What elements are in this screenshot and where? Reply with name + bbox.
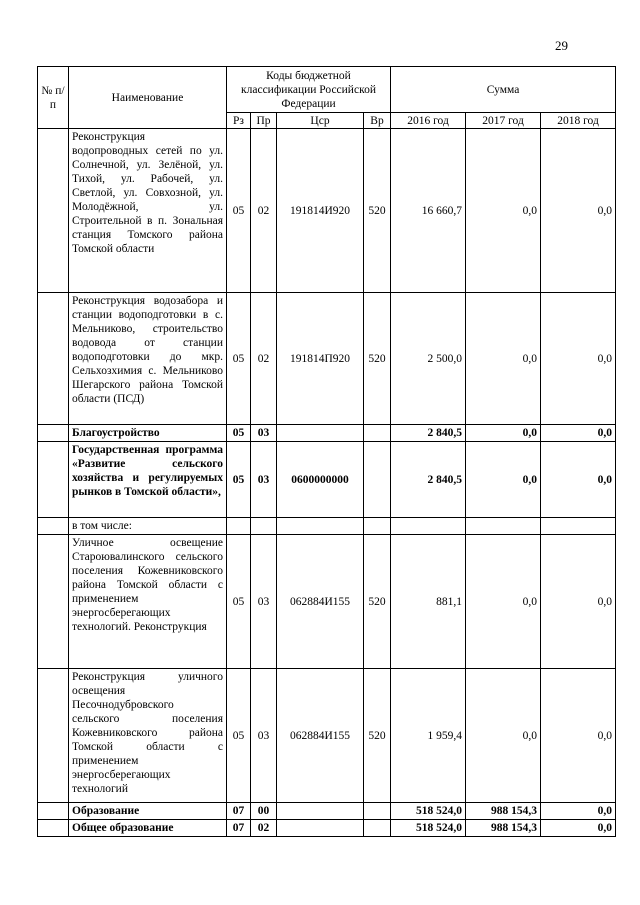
cell-2016: 2 500,0 xyxy=(391,293,466,425)
cell-2016 xyxy=(391,518,466,535)
cell-num xyxy=(38,803,69,820)
cell-pr: 00 xyxy=(251,803,277,820)
table-row xyxy=(38,129,616,293)
cell-pr: 02 xyxy=(251,820,277,837)
cell-num xyxy=(38,669,69,803)
cell-name: Образование xyxy=(69,803,227,820)
cell-name: Благоустройство xyxy=(69,425,227,442)
cell-rz: 05 xyxy=(227,293,251,425)
table-row xyxy=(38,293,616,425)
cell-csr: 062884И155 xyxy=(277,669,364,803)
cell-vr: 520 xyxy=(364,129,391,293)
cell-rz: 05 xyxy=(227,535,251,669)
cell-csr xyxy=(277,425,364,442)
cell-2017 xyxy=(466,518,541,535)
cell-2018: 0,0 xyxy=(541,129,616,293)
cell-vr: 520 xyxy=(364,535,391,669)
cell-2018: 0,0 xyxy=(541,442,616,518)
cell-pr xyxy=(251,518,277,535)
cell-csr xyxy=(277,820,364,837)
cell-name: в том числе: xyxy=(69,518,227,535)
cell-rz: 05 xyxy=(227,442,251,518)
cell-2017: 988 154,3 xyxy=(466,820,541,837)
cell-vr: 520 xyxy=(364,669,391,803)
cell-csr xyxy=(277,803,364,820)
cell-num xyxy=(38,129,69,293)
cell-2016: 16 660,7 xyxy=(391,129,466,293)
header-num: № п/п xyxy=(38,67,69,129)
header-codes: Коды бюджетной классификации Российской Федерации xyxy=(227,67,391,113)
header-rz: Рз xyxy=(227,113,251,129)
cell-vr xyxy=(364,425,391,442)
cell-rz: 05 xyxy=(227,669,251,803)
cell-2016: 518 524,0 xyxy=(391,820,466,837)
header-vr: Вр xyxy=(364,113,391,129)
header-y2016: 2016 год xyxy=(391,113,466,129)
cell-2017: 0,0 xyxy=(466,442,541,518)
cell-num xyxy=(38,518,69,535)
cell-vr xyxy=(364,803,391,820)
cell-2016: 881,1 xyxy=(391,535,466,669)
table-row xyxy=(38,518,616,535)
section-row xyxy=(38,820,616,837)
header-y2017: 2017 год xyxy=(466,113,541,129)
table-row xyxy=(38,535,616,669)
header-row xyxy=(38,67,616,113)
header-name: Наименование xyxy=(69,67,227,129)
cell-2017: 0,0 xyxy=(466,293,541,425)
cell-rz: 05 xyxy=(227,129,251,293)
cell-vr xyxy=(364,442,391,518)
cell-rz: 07 xyxy=(227,820,251,837)
cell-2018: 0,0 xyxy=(541,535,616,669)
cell-2016: 2 840,5 xyxy=(391,425,466,442)
cell-num xyxy=(38,293,69,425)
cell-pr: 02 xyxy=(251,293,277,425)
cell-rz xyxy=(227,518,251,535)
cell-pr: 03 xyxy=(251,442,277,518)
cell-vr xyxy=(364,820,391,837)
cell-2018 xyxy=(541,518,616,535)
cell-2017: 0,0 xyxy=(466,129,541,293)
cell-2016: 2 840,5 xyxy=(391,442,466,518)
cell-2016: 1 959,4 xyxy=(391,669,466,803)
cell-name: Реконструкция уличного освещения Песочнодубровского сельского поселения Кожевниковского района Томской области с применением энергосберегающих технологий xyxy=(69,669,227,803)
cell-csr: 0600000000 xyxy=(277,442,364,518)
cell-pr: 03 xyxy=(251,669,277,803)
budget-table xyxy=(37,66,616,837)
cell-2017: 0,0 xyxy=(466,669,541,803)
cell-2017: 0,0 xyxy=(466,535,541,669)
cell-rz: 05 xyxy=(227,425,251,442)
cell-2018: 0,0 xyxy=(541,425,616,442)
cell-csr xyxy=(277,518,364,535)
section-row xyxy=(38,425,616,442)
cell-name: Уличное освещение Староювалинского сельского поселения Кожевниковского района Томской области с применением энергосберегающих технологий. Реконструкция xyxy=(69,535,227,669)
cell-2016: 518 524,0 xyxy=(391,803,466,820)
cell-2018: 0,0 xyxy=(541,669,616,803)
page-number: 29 xyxy=(555,38,568,53)
cell-pr: 03 xyxy=(251,535,277,669)
header-csr: Цср xyxy=(277,113,364,129)
cell-csr: 062884И155 xyxy=(277,535,364,669)
cell-num xyxy=(38,535,69,669)
cell-2017: 988 154,3 xyxy=(466,803,541,820)
header-pr: Пр xyxy=(251,113,277,129)
cell-rz: 07 xyxy=(227,803,251,820)
cell-num xyxy=(38,820,69,837)
cell-2018: 0,0 xyxy=(541,820,616,837)
cell-pr: 02 xyxy=(251,129,277,293)
cell-name: Общее образование xyxy=(69,820,227,837)
cell-vr: 520 xyxy=(364,293,391,425)
cell-pr: 03 xyxy=(251,425,277,442)
cell-name: Реконструкция водопроводных сетей по ул. Солнечной, ул. Зелёной, ул. Тихой, ул. Рабочей, ул. Светлой, ул. Совхозной, ул. Молодёжной, ул. Строительной в п. Зональная станция Томского района Томской области xyxy=(69,129,227,293)
header-y2018: 2018 год xyxy=(541,113,616,129)
header-sum: Сумма xyxy=(391,67,616,113)
cell-2018: 0,0 xyxy=(541,803,616,820)
cell-2017: 0,0 xyxy=(466,425,541,442)
cell-num xyxy=(38,442,69,518)
section-row xyxy=(38,803,616,820)
cell-name: Реконструкция водозабора и станции водоподготовки в с. Мельниково, строительство водовода от станции водоподготовки до мкр. Сельхозхимия с. Мельниково Шегарского района Томской области (ПСД) xyxy=(69,293,227,425)
table-row xyxy=(38,669,616,803)
cell-name: Государственная программа «Развитие сельского хозяйства и регулируемых рынков в Томской области», xyxy=(69,442,227,518)
cell-csr: 191814П920 xyxy=(277,293,364,425)
program-row xyxy=(38,442,616,518)
cell-vr xyxy=(364,518,391,535)
cell-2018: 0,0 xyxy=(541,293,616,425)
cell-num xyxy=(38,425,69,442)
cell-csr: 191814И920 xyxy=(277,129,364,293)
